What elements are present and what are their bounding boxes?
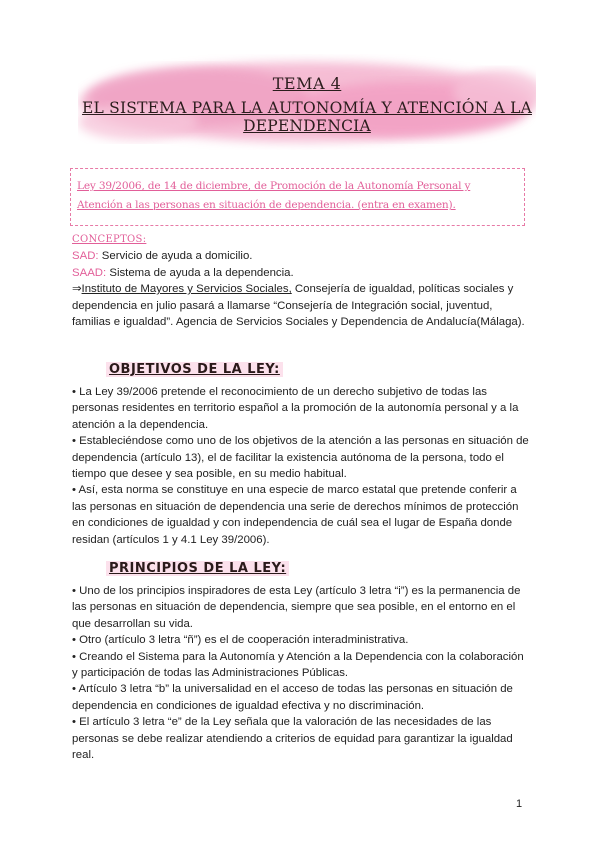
principios-item: • Uno de los principios inspiradores de esta Ley (artículo 3 letra “i”) es la permanencia de las personas en situación de dependencia, siempre que sea posible, en el entorno en el que desarrollan su vida. [72, 585, 521, 630]
objetivos-item: • Así, esta norma se constituye en una especie de marco estatal que pretende conferir a las personas en situación de dependencia una serie de derechos mínimos de protección en condiciones de igualdad y con independencia de cuál sea el lugar de España donde residan (artículos 1 y 4.1 Ley 39/2006). [72, 484, 519, 546]
concept-instituto [72, 281, 532, 330]
principios-item: • El artículo 3 letra “e” de la Ley señala que la valoración de las necesidades de las personas se debe realizar atendiendo a criterios de equidad para garantizar la igualdad real. [72, 716, 513, 762]
sad-term: SAD: [72, 250, 99, 263]
tema-number: TEMA 4 [272, 74, 342, 93]
principios-list [72, 583, 532, 763]
principios-heading: PRINCIPIOS DE LA LEY: [106, 561, 289, 576]
saad-text: Sistema de ayuda a la dependencia. [109, 266, 294, 279]
title-block [78, 74, 536, 135]
objetivos-item: • Estableciéndose como uno de los objetivos de la atención a las personas en situación de dependencia (artículo 13), el de facilitar la existencia autónoma de la persona, todo el tiempo que desee y sea posible, en su medio habitual. [72, 435, 529, 481]
page-title: EL SISTEMA PARA LA AUTONOMÍA Y ATENCIÓN A LA DEPENDENCIA [82, 99, 532, 135]
concepts-label: CONCEPTOS: [72, 234, 147, 245]
concept-sad [72, 248, 532, 264]
arrow-icon: ⇒ [72, 283, 82, 296]
concepts-section [72, 232, 532, 330]
objetivos-item: • La Ley 39/2006 pretende el reconocimiento de un derecho subjetivo de todas las personas residentes en territorio español a la promoción de la autonomía personal y a la atención a la dependencia. [72, 386, 519, 431]
saad-term: SAAD: [72, 266, 107, 279]
principios-item: • Otro (artículo 3 letra “ñ”) es el de cooperación interadministrativa. [72, 634, 409, 647]
objetivos-heading: OBJETIVOS DE LA LEY: [106, 362, 283, 377]
principios-item: • Creando el Sistema para la Autonomía y Atención a la Dependencia con la colaboración y participación de todas las Administraciones Públicas. [72, 650, 524, 680]
law-reference-box [70, 168, 525, 226]
sad-text: Servicio de ayuda a domicilio. [101, 250, 253, 263]
principios-item: • Artículo 3 letra “b” la universalidad en el acceso de todas las personas en situación de dependencia en condiciones de igualdad efectiva y no discriminación. [72, 683, 513, 712]
instituto-text: Consejería de igualdad, políticas sociales y dependencia en julio pasará a llamarse “Consejería de Integración social, juventud, familias e igualdad”. Agencia de Servicios Sociales y Dependencia de Andalucía(Málaga). [72, 283, 525, 329]
concept-saad [72, 265, 532, 281]
law-reference-text: Ley 39/2006, de 14 de diciembre, de Promoción de la Autonomía Personal y Atención a las personas en situación de dependencia. (entra en examen). [77, 180, 471, 211]
objetivos-list [72, 384, 532, 548]
page-number: 1 [516, 798, 523, 810]
instituto-link[interactable]: Instituto de Mayores y Servicios Sociales, [81, 283, 292, 296]
